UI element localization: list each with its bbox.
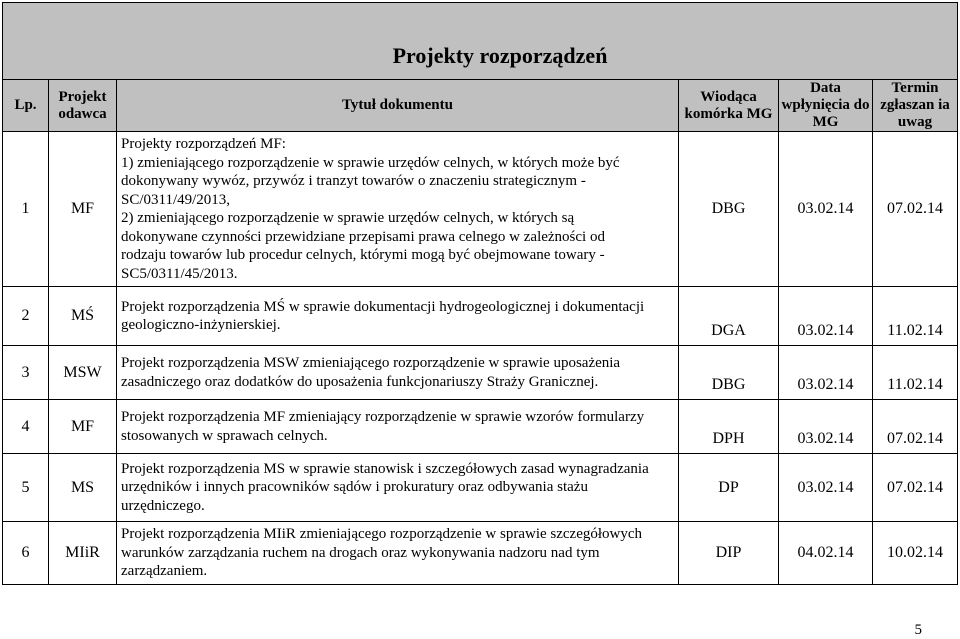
tytul-line: SC/0311/49/2013,	[121, 191, 231, 208]
row-data-wplyniecia: 04.02.14	[779, 522, 873, 585]
row-wiodaca: DPH	[679, 400, 779, 454]
header-data-wplyniecia: Data wpłynięcia do MG	[779, 80, 873, 132]
tytul-line: Projekty rozporządzeń MF:	[121, 136, 286, 152]
table-row	[3, 132, 958, 287]
tytul-line: dokonywane czynności przewidziane przepisami prawa celnego w zależności od	[121, 228, 605, 245]
header-termin: Termin zgłaszan ia uwag	[873, 80, 958, 132]
row-data-wplyniecia: 03.02.14	[779, 132, 873, 287]
row-lp: 1	[3, 132, 49, 287]
row-tytul	[117, 522, 679, 585]
header-row	[3, 80, 958, 132]
row-lp: 2	[3, 287, 49, 346]
projects-table	[2, 2, 958, 585]
row-termin: 10.02.14	[873, 522, 958, 585]
row-lp: 5	[3, 454, 49, 522]
header-projekt-odawca: Projekt odawca	[49, 80, 117, 132]
row-termin: 11.02.14	[873, 287, 958, 346]
row-wiodaca: DBG	[679, 346, 779, 400]
tytul-line: geologiczno-inżynierskiej.	[121, 317, 281, 333]
table-row	[3, 346, 958, 400]
tytul-line: stosowanych w sprawach celnych.	[121, 427, 328, 444]
row-tytul	[117, 346, 679, 400]
row-data-wplyniecia: 03.02.14	[779, 400, 873, 454]
tytul-line: Projekt rozporządzenia MSW zmieniającego rozporządzenie w sprawie uposażenia	[121, 355, 621, 371]
row-odawca: MF	[49, 400, 117, 454]
row-odawca: MIiR	[49, 522, 117, 585]
tytul-line: warunków zarządzania ruchem na drogach oraz wykonywania nadzoru nad tym	[121, 544, 600, 561]
page-title: Projekty rozporządzeń	[392, 43, 608, 68]
page-number: 5	[914, 622, 922, 638]
row-termin: 11.02.14	[873, 346, 958, 400]
page-title-cell	[3, 3, 958, 80]
row-wiodaca: DBG	[679, 132, 779, 287]
row-wiodaca: DIP	[679, 522, 779, 585]
tytul-line: 2) zmieniającego rozporządzenie w sprawie urzędów celnych, w których są	[121, 210, 575, 226]
tytul-line: Projekt rozporządzenia MIiR zmieniającego rozporządzenie w sprawie szczegółowych	[121, 526, 643, 542]
row-wiodaca: DGA	[679, 287, 779, 346]
tytul-line: zasadniczego oraz dodatków do uposażenia funkcjonariuszy Straży Granicznej.	[121, 373, 599, 390]
table-body	[3, 132, 958, 585]
row-odawca: MSW	[49, 346, 117, 400]
row-termin: 07.02.14	[873, 454, 958, 522]
header-tytul: Tytuł dokumentu	[117, 80, 679, 132]
row-termin: 07.02.14	[873, 400, 958, 454]
row-odawca: MF	[49, 132, 117, 287]
tytul-line: zarządzaniem.	[121, 563, 208, 579]
row-lp: 4	[3, 400, 49, 454]
tytul-line: urzędniczego.	[121, 497, 205, 514]
tytul-line: Projekt rozporządzenia MF zmieniający rozporządzenie w sprawie wzorów formularzy	[121, 409, 645, 425]
tytul-line: Projekt rozporządzenia MS w sprawie stanowisk i szczegółowych zasad wynagradzania	[121, 460, 649, 477]
tytul-line: 1) zmieniającego rozporządzenie w sprawie urzędów celnych, w których może być	[121, 154, 620, 171]
row-data-wplyniecia: 03.02.14	[779, 454, 873, 522]
row-odawca: MS	[49, 454, 117, 522]
row-tytul	[117, 400, 679, 454]
row-data-wplyniecia: 03.02.14	[779, 287, 873, 346]
table-row	[3, 522, 958, 585]
row-lp: 6	[3, 522, 49, 585]
row-wiodaca: DP	[679, 454, 779, 522]
row-termin: 07.02.14	[873, 132, 958, 287]
tytul-line: SC5/0311/45/2013.	[121, 265, 238, 282]
row-tytul	[117, 287, 679, 346]
row-data-wplyniecia: 03.02.14	[779, 346, 873, 400]
header-lp: Lp.	[3, 80, 49, 132]
tytul-line: dokonywany wywóz, przywóz i tranzyt towarów o znaczeniu strategicznym -	[121, 173, 586, 189]
row-odawca: MŚ	[49, 287, 117, 346]
table-row	[3, 454, 958, 522]
title-row	[3, 3, 958, 80]
row-lp: 3	[3, 346, 49, 400]
row-tytul	[117, 454, 679, 522]
tytul-line: urzędników i innych pracowników sądów i prokuratury oraz odbywania stażu	[121, 479, 588, 496]
header-wiodaca: Wiodąca komórka MG	[679, 80, 779, 132]
table-row	[3, 287, 958, 346]
row-tytul	[117, 132, 679, 287]
table-row	[3, 400, 958, 454]
tytul-line: Projekt rozporządzenia MŚ w sprawie dokumentacji hydrogeologicznej i dokumentacji	[121, 298, 645, 315]
tytul-line: rodzaju towarów lub procedur celnych, którymi mogą być obejmowane towary -	[121, 247, 605, 263]
